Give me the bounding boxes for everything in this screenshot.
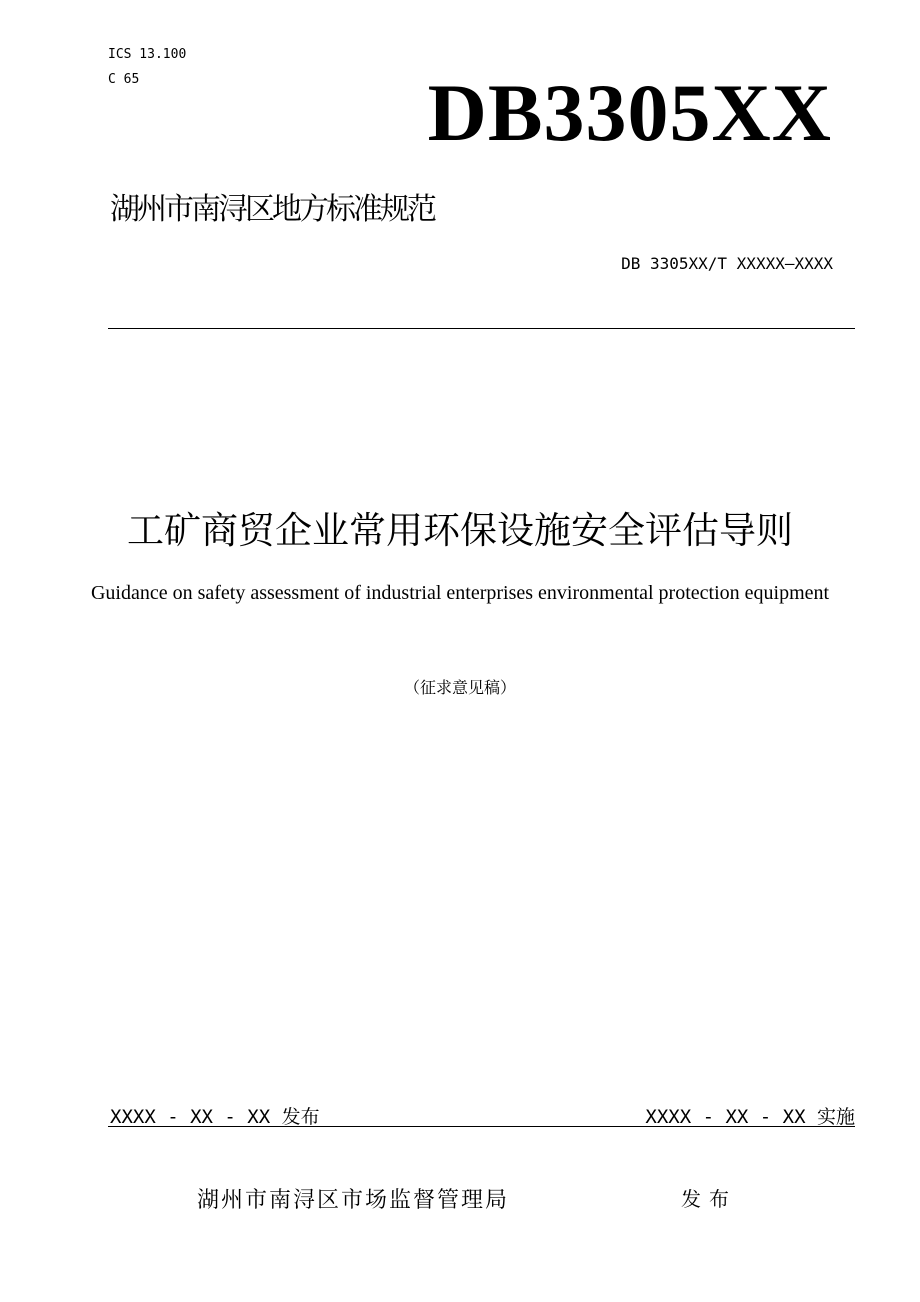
implement-date: XXXX - XX - XX 实施 (645, 1106, 855, 1128)
document-title-chinese: 工矿商贸企业常用环保设施安全评估导则 (127, 509, 793, 552)
draft-label: （征求意见稿） (403, 678, 516, 697)
standard-number: DB 3305XX/T XXXXX—XXXX (621, 254, 833, 273)
standard-type-heading: 湖州市南浔区地方标准规范 (110, 192, 434, 227)
top-divider (108, 328, 855, 329)
issuing-authority: 湖州市南浔区市场监督管理局 (197, 1188, 510, 1213)
issue-label: 发布 (681, 1187, 737, 1211)
ics-code: ICS 13.100 (108, 47, 187, 62)
publish-date: XXXX - XX - XX 发布 (110, 1106, 320, 1128)
ccs-code: C 65 (108, 72, 140, 87)
bottom-divider (108, 1126, 855, 1127)
document-title-english: Guidance on safety assessment of industrial enterprises environmental protection equipment (90, 582, 830, 604)
standard-code-large: DB3305XX (427, 67, 832, 158)
